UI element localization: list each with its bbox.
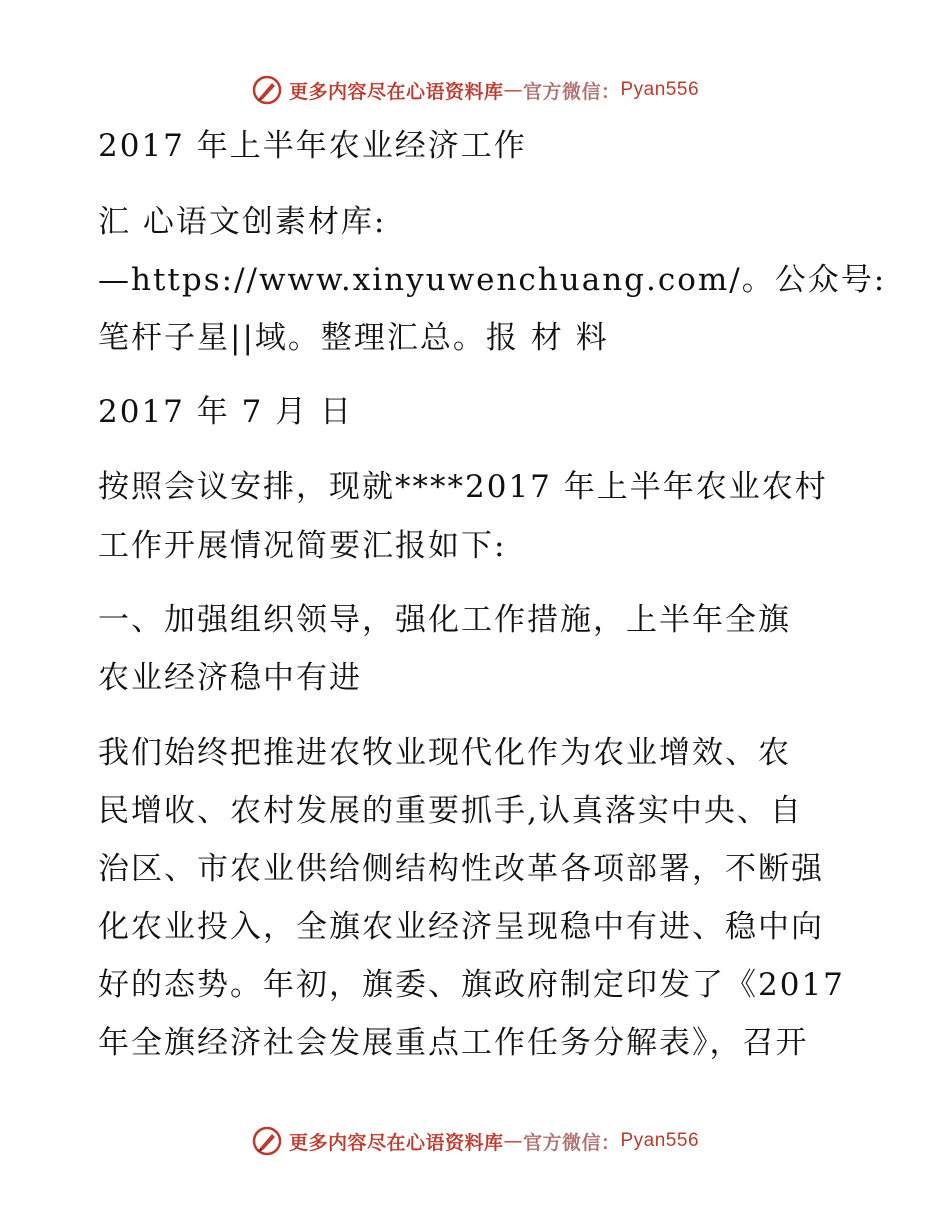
- doc-heading: 一、加强组织领导，强化工作措施，上半年全旗: [98, 602, 791, 638]
- watermark-wechat-label: 官方微信：: [522, 80, 621, 103]
- doc-line: 工作开展情况简要汇报如下:: [98, 528, 507, 564]
- watermark-header: [0, 70, 950, 110]
- doc-line: 年全旗经济社会发展重点工作任务分解表》，召开: [98, 1025, 809, 1061]
- watermark-dash: —: [503, 79, 523, 101]
- doc-line: 好的态势。年初，旗委、旗政府制定印发了《2017: [98, 967, 845, 1003]
- doc-line: 化农业投入，全旗农业经济呈现稳中有进、稳中向: [98, 909, 824, 945]
- pen-logo-icon: [251, 74, 283, 106]
- doc-date: 2017 年 7 月 日: [98, 394, 354, 430]
- watermark-wechat-id: Pyan556: [620, 1130, 700, 1151]
- watermark-text: 更多内容尽在心语资料库: [288, 80, 504, 103]
- doc-line: 笔杆子星||域。整理汇总。报 材 料: [98, 320, 609, 356]
- doc-heading: 农业经济稳中有进: [98, 660, 362, 696]
- watermark-wechat-id: Pyan556: [620, 79, 700, 100]
- doc-line: 按照会议安排，现就****2017 年上半年农业农村: [98, 469, 828, 505]
- doc-line: 我们始终把推进农牧业现代化作为农业增效、农: [98, 735, 791, 771]
- doc-line: 汇 心语文创素材库:: [98, 204, 387, 240]
- watermark-text: 更多内容尽在心语资料库: [288, 1131, 504, 1154]
- pen-logo-icon: [251, 1125, 283, 1157]
- doc-line: 治区、市农业供给侧结构性改革各项部署，不断强: [98, 851, 824, 887]
- doc-line: 民增收、农村发展的重要抓手,认真落实中央、自: [98, 793, 803, 829]
- watermark-footer: [0, 1121, 950, 1161]
- watermark-wechat-label: 官方微信：: [522, 1131, 621, 1154]
- doc-title: 2017 年上半年农业经济工作: [98, 128, 527, 164]
- doc-line: —https://www.xinyuwenchuang.com/。公众号:: [98, 262, 887, 298]
- watermark-dash: —: [503, 1130, 523, 1152]
